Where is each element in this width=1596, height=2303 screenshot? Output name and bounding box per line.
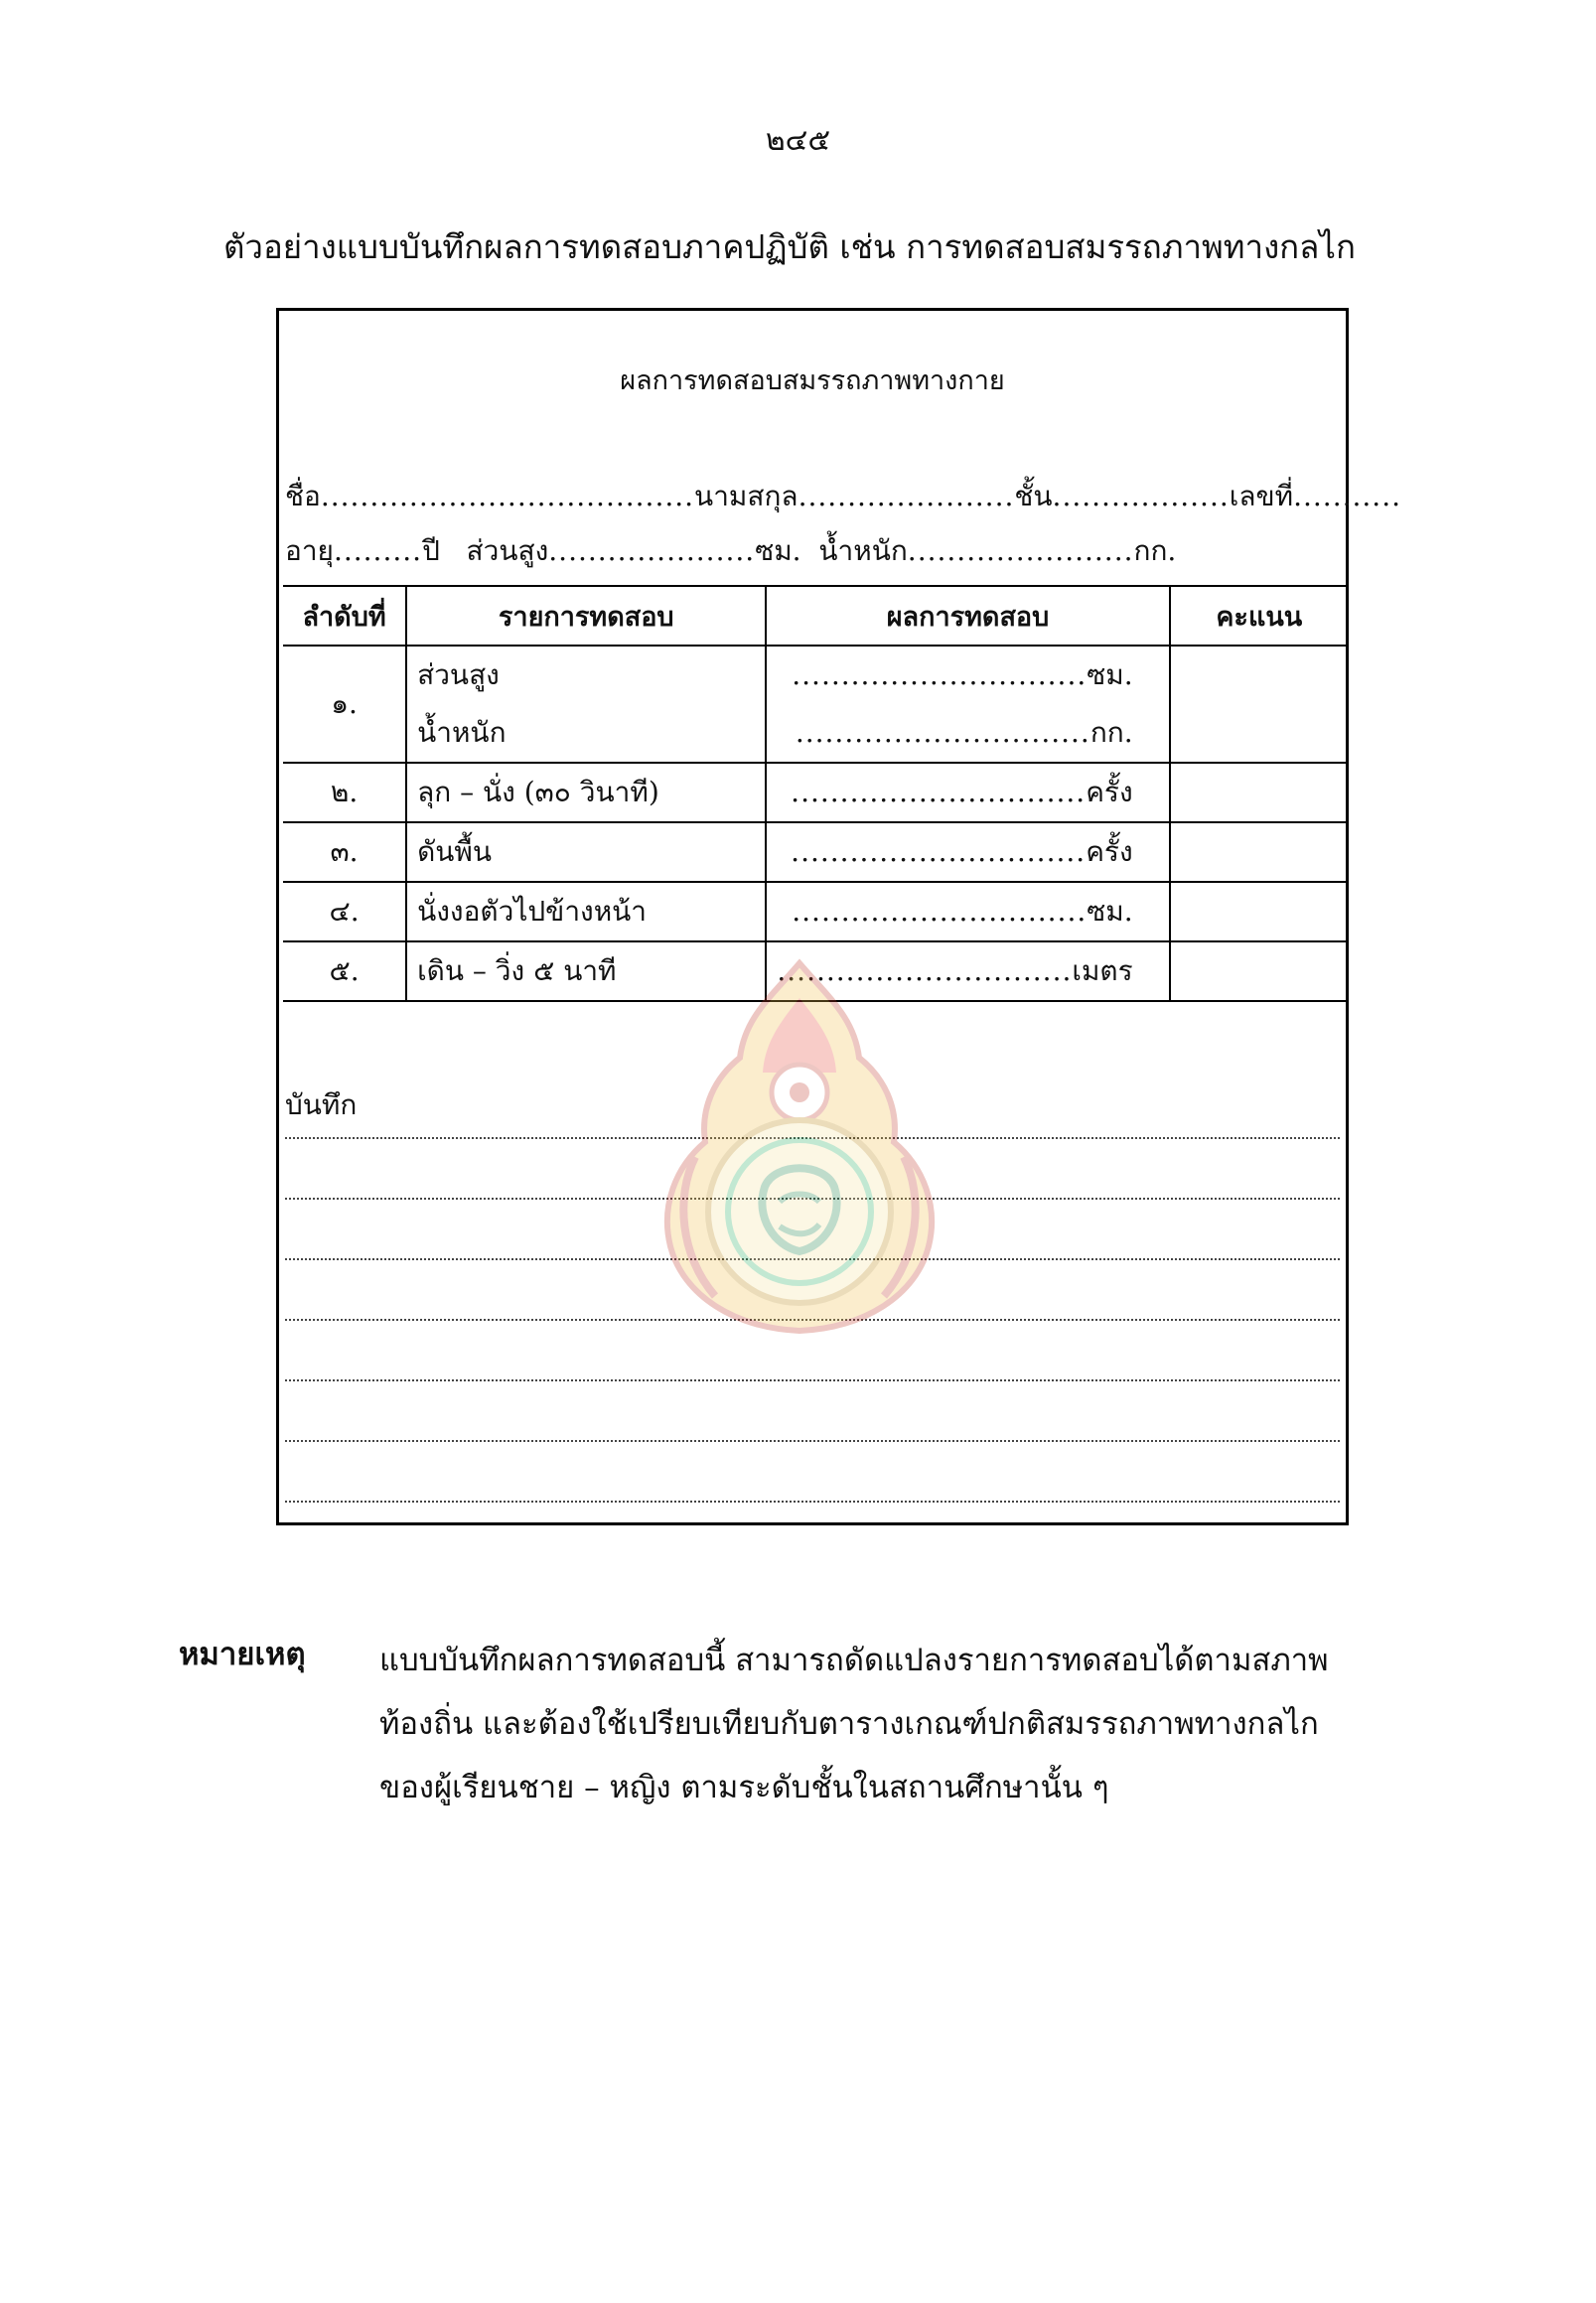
weight-field[interactable]: ....................... xyxy=(907,534,1134,567)
results-table xyxy=(283,585,1348,1002)
class-label: ชั้น xyxy=(1014,480,1053,512)
row-number: ๓. xyxy=(283,822,406,882)
test-item: ลุก – นั่ง (๓๐ วินาที) xyxy=(406,763,766,822)
test-item: น้ำหนัก xyxy=(417,716,507,749)
result-field[interactable]: ..............................ซม. xyxy=(792,658,1133,691)
height-field[interactable]: ..................... xyxy=(548,534,756,567)
note-line[interactable] xyxy=(285,1260,1340,1321)
notes-section xyxy=(285,1079,1340,1503)
score-cell[interactable] xyxy=(1170,941,1348,1001)
document-heading: ตัวอย่างแบบบันทึกผลการทดสอบภาคปฏิบัติ เช่น การทดสอบสมรรถภาพทางกลไก xyxy=(223,227,1356,266)
header-order: ลำดับที่ xyxy=(283,586,406,646)
score-cell[interactable] xyxy=(1170,882,1348,941)
table-header-row xyxy=(283,586,1348,646)
age-field[interactable]: ......... xyxy=(333,534,423,567)
number-field[interactable]: ........... xyxy=(1293,480,1401,512)
note-line[interactable] xyxy=(285,1381,1340,1442)
class-field[interactable]: .................. xyxy=(1052,480,1230,512)
remark-text xyxy=(379,1629,1373,1819)
notes-label: บันทึก xyxy=(285,1088,358,1121)
test-item: ดันพื้น xyxy=(406,822,766,882)
note-line[interactable] xyxy=(285,1321,1340,1381)
note-line[interactable] xyxy=(285,1442,1340,1503)
score-cell[interactable] xyxy=(1170,822,1348,882)
table-row xyxy=(283,941,1348,1001)
name-label: ชื่อ xyxy=(285,480,321,512)
table-row xyxy=(283,646,1348,763)
remark-label: หมายเหตุ xyxy=(179,1637,306,1672)
row-number: ๑. xyxy=(283,646,406,763)
remark-line: แบบบันทึกผลการทดสอบนี้ สามารถดัดแปลงรายการทดสอบได้ตามสภาพ xyxy=(379,1643,1329,1678)
age-label: อายุ xyxy=(285,534,334,567)
note-line[interactable] xyxy=(285,1200,1340,1260)
surname-field[interactable]: ...................... xyxy=(798,480,1015,512)
note-line[interactable] xyxy=(285,1139,1340,1200)
row-number: ๔. xyxy=(283,882,406,941)
body-info-line xyxy=(285,529,1176,573)
header-score: คะแนน xyxy=(1170,586,1348,646)
number-label: เลขที่ xyxy=(1229,480,1294,512)
form-title: ผลการทดสอบสมรรถภาพทางกาย xyxy=(620,365,1005,396)
result-field[interactable]: ..............................กก. xyxy=(795,716,1133,749)
year-unit: ปี xyxy=(422,534,440,567)
page-number: ๒๔๕ xyxy=(765,123,831,158)
surname-label: นามสกุล xyxy=(694,480,798,512)
score-cell[interactable] xyxy=(1170,646,1348,763)
test-item: ส่วนสูง xyxy=(417,658,500,691)
student-info-line xyxy=(285,475,1401,518)
kg-unit: กก. xyxy=(1133,534,1177,567)
row-number: ๒. xyxy=(283,763,406,822)
fitness-test-form xyxy=(276,308,1401,1525)
name-field[interactable]: ...................................... xyxy=(320,480,695,512)
table-row xyxy=(283,763,1348,822)
test-item: เดิน – วิ่ง ๕ นาที xyxy=(406,941,766,1001)
height-label: ส่วนสูง xyxy=(466,534,549,567)
row-number: ๕. xyxy=(283,941,406,1001)
note-line[interactable] xyxy=(285,1079,1340,1139)
test-result-cell[interactable] xyxy=(766,646,1169,763)
header-test-result: ผลการทดสอบ xyxy=(766,586,1169,646)
test-item: นั่งงอตัวไปข้างหน้า xyxy=(406,882,766,941)
result-field[interactable]: ..............................ครั้ง xyxy=(766,822,1169,882)
result-field[interactable]: ..............................เมตร xyxy=(766,941,1169,1001)
remark-line: ท้องถิ่น และต้องใช้เปรียบเทียบกับตารางเกณฑ์ปกติสมรรถภาพทางกลไก xyxy=(379,1706,1319,1742)
result-field[interactable]: ..............................ซม. xyxy=(766,882,1169,941)
weight-label: น้ำหนัก xyxy=(818,534,908,567)
table-row xyxy=(283,882,1348,941)
score-cell[interactable] xyxy=(1170,763,1348,822)
cm-unit: ซม. xyxy=(755,534,801,567)
test-item-cell xyxy=(406,646,766,763)
remark-line: ของผู้เรียนชาย – หญิง ตามระดับชั้นในสถานศึกษานั้น ๆ xyxy=(379,1770,1109,1805)
header-test-item: รายการทดสอบ xyxy=(406,586,766,646)
table-row xyxy=(283,822,1348,882)
result-field[interactable]: ..............................ครั้ง xyxy=(766,763,1169,822)
